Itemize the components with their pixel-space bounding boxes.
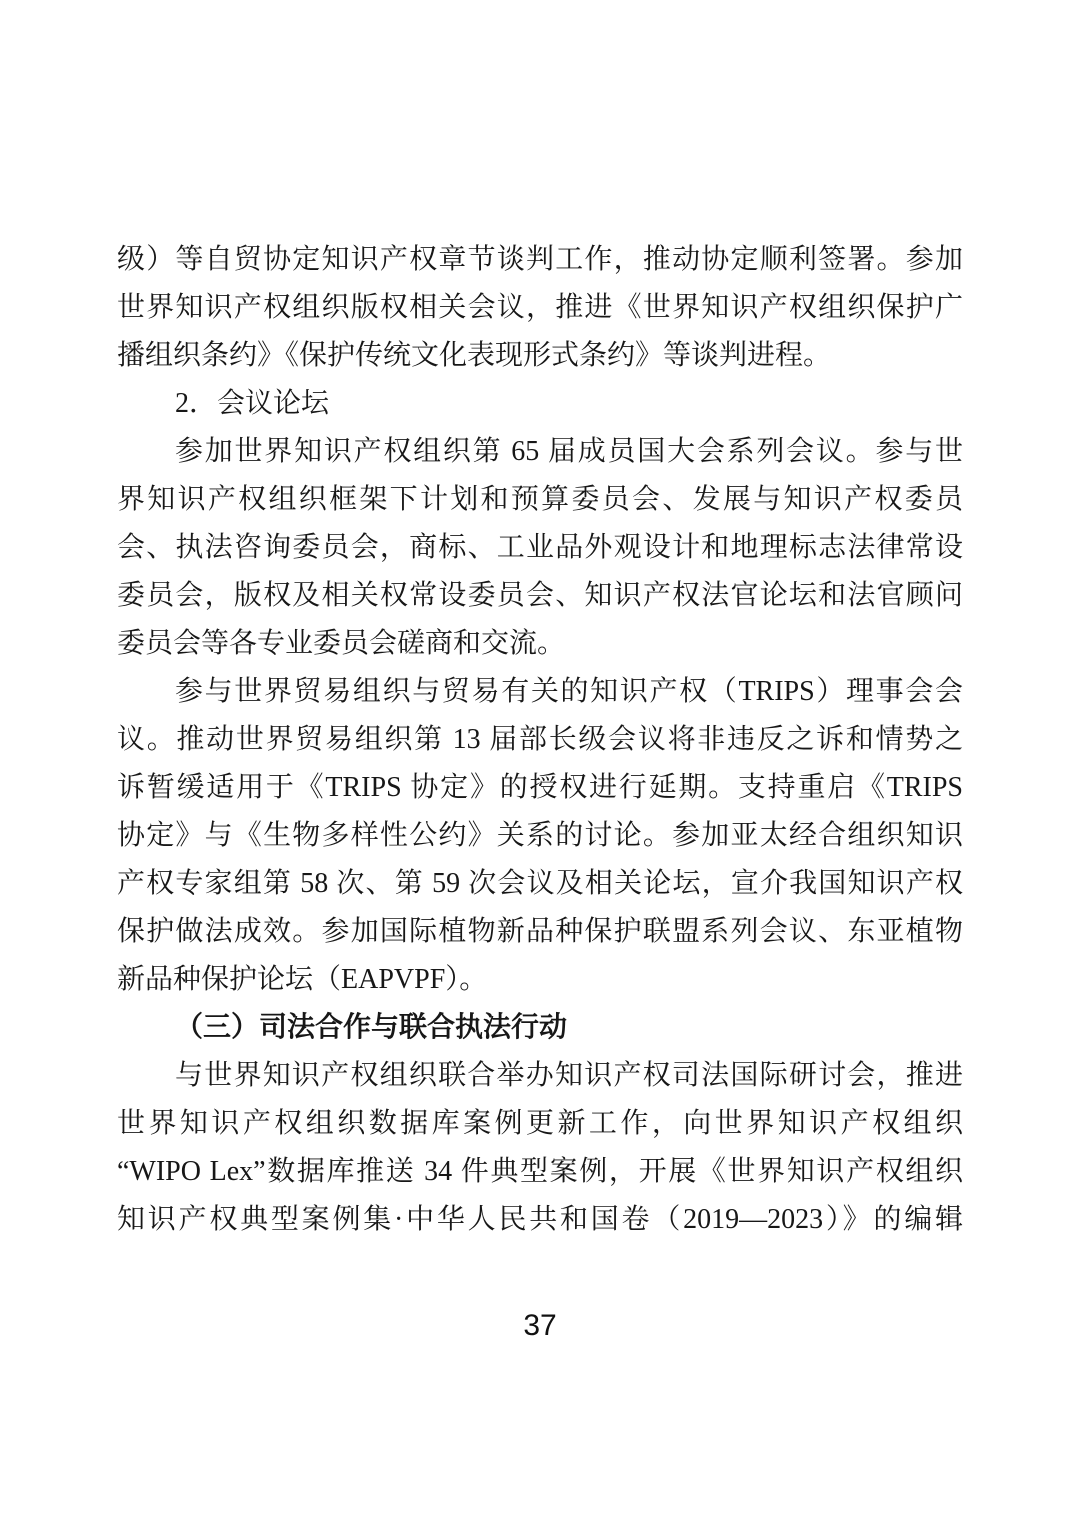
body-text-line: 协定》与《生物多样性公约》关系的讨论。参加亚太经合组织知识 [117,820,963,851]
section-heading: （三）司法合作与联合执法行动 [175,1012,568,1043]
body-text-line: 新品种保护论坛（EAPVPF）。 [117,964,488,995]
body-text-line: 参与世界贸易组织与贸易有关的知识产权（TRIPS）理事会会 [175,676,963,707]
body-text-line: 保护做法成效。参加国际植物新品种保护联盟系列会议、东亚植物 [117,916,963,947]
body-text-line: 参加世界知识产权组织第 65 届成员国大会系列会议。参与世 [175,436,963,467]
body-text-line: 与世界知识产权组织联合举办知识产权司法国际研讨会，推进 [175,1060,963,1091]
page-number: 37 [523,1309,557,1342]
body-text-line: 播组织条约》《保护传统文化表现形式条约》等谈判进程。 [117,340,832,371]
body-text-line: 产权专家组第 58 次、第 59 次会议及相关论坛，宣介我国知识产权 [117,868,963,899]
body-text-line: 诉暂缓适用于《TRIPS 协定》的授权进行延期。支持重启《TRIPS [117,772,963,803]
body-text-line: 知识产权典型案例集·中华人民共和国卷（2019—2023）》的编辑 [117,1204,963,1235]
body-text-line: 世界知识产权组织版权相关会议，推进《世界知识产权组织保护广 [117,292,963,323]
subsection-heading: 2．会议论坛 [175,388,330,419]
text-block [117,236,963,1244]
body-text-line: 委员会，版权及相关权常设委员会、知识产权法官论坛和法官顾问 [117,580,963,611]
body-text-line: 世界知识产权组织数据库案例更新工作，向世界知识产权组织 [117,1108,963,1139]
body-text-line: “WIPO Lex”数据库推送 34 件典型案例，开展《世界知识产权组织 [117,1156,963,1187]
body-text-line: 会、执法咨询委员会，商标、工业品外观设计和地理标志法律常设 [117,532,963,563]
body-text-line: 界知识产权组织框架下计划和预算委员会、发展与知识产权委员 [117,484,963,515]
body-text-line: 级）等自贸协定知识产权章节谈判工作，推动协定顺利签署。参加 [117,244,963,275]
body-text-line: 议。推动世界贸易组织第 13 届部长级会议将非违反之诉和情势之 [117,724,963,755]
body-text-line: 委员会等各专业委员会磋商和交流。 [117,628,566,659]
